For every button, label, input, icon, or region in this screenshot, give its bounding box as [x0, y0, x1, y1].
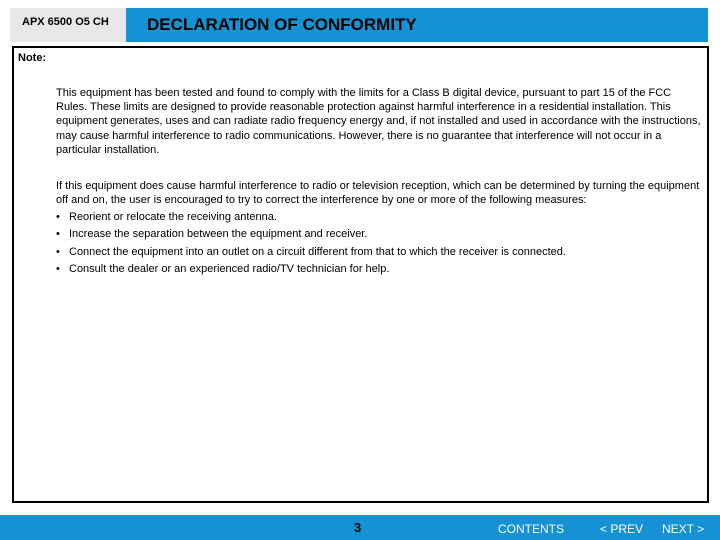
note-label: Note: — [18, 52, 47, 64]
measure-text: Increase the separation between the equipment and receiver. — [69, 228, 368, 241]
list-item — [56, 210, 704, 227]
compliance-paragraph: This equipment has been tested and found to comply with the limits for a Class B digital device, pursuant to part 15 of the FCC Rules. These limits are designed to provide reasonable protection against harmful interference in a residential installation. This equipment generates, uses and can radiate radio frequency energy and, if not installed and used in accordance with the instructions, may cause harmful interference to radio communications. However, there is no guarantee that interference will not occur in a particular installation. — [56, 87, 701, 156]
page-title: DECLARATION OF CONFORMITY — [147, 15, 417, 34]
measure-text: Connect the equipment into an outlet on a circuit different from that to which the receiver is connected. — [69, 245, 566, 258]
next-link[interactable]: NEXT > — [662, 522, 705, 536]
page-number: 3 — [354, 520, 362, 535]
measures-list — [56, 210, 704, 280]
prev-link[interactable]: < PREV — [600, 522, 644, 536]
measure-text: Consult the dealer or an experienced radio/TV technician for help. — [69, 263, 390, 276]
bullet-icon: • — [56, 263, 60, 276]
bullet-icon: • — [56, 228, 60, 241]
measure-text: Reorient or relocate the receiving antenna. — [69, 211, 277, 223]
list-item — [56, 262, 704, 279]
contents-link[interactable]: CONTENTS — [498, 522, 564, 536]
list-item — [56, 245, 704, 262]
bullet-icon: • — [56, 211, 60, 223]
list-item — [56, 227, 704, 244]
model-name: APX 6500 O5 CH — [22, 16, 109, 28]
interference-paragraph: If this equipment does cause harmful interference to radio or television reception, which can be determined by turning the equipment off and on, the user is encouraged to try to correct the interference by one or more of the following measures: — [56, 180, 700, 207]
bullet-icon: • — [56, 245, 60, 258]
